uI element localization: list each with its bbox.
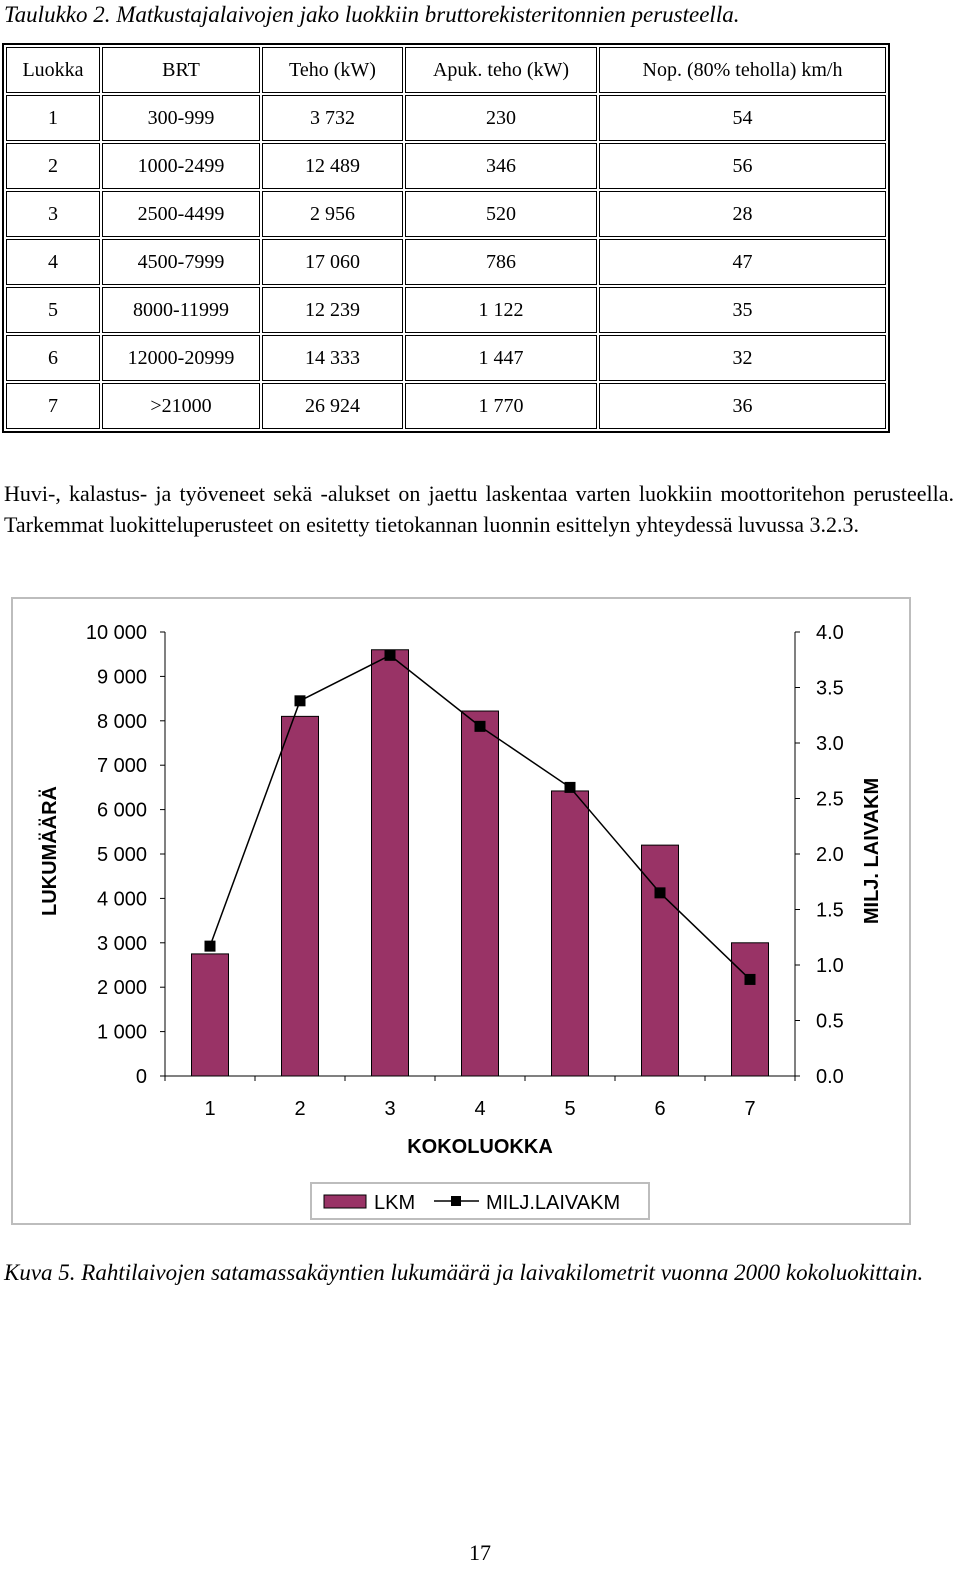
table-cell: 14 333 (262, 335, 403, 381)
table-row (6, 95, 886, 141)
column-header: BRT (102, 47, 260, 93)
column-header: Nop. (80% teholla) km/h (599, 47, 886, 93)
bar (282, 716, 319, 1076)
y-axis-title: LUKUMÄÄRÄ (39, 786, 61, 916)
table-row (6, 143, 886, 189)
y2-tick-label: 2.0 (816, 844, 844, 866)
table-cell: 6 (6, 335, 100, 381)
column-header: Teho (kW) (262, 47, 403, 93)
table-cell: 2500-4499 (102, 191, 260, 237)
table-cell: 786 (405, 239, 597, 285)
y2-tick-label: 4.0 (816, 622, 844, 644)
table-cell: 12 489 (262, 143, 403, 189)
table-cell: 47 (599, 239, 886, 285)
y2-tick-label: 1.0 (816, 955, 844, 977)
table-cell: 1 (6, 95, 100, 141)
table-cell: 3 732 (262, 95, 403, 141)
table-row (6, 191, 886, 237)
legend-label-lkm: LKM (374, 1192, 416, 1214)
table-cell: 2 (6, 143, 100, 189)
y2-tick-label: 1.5 (816, 899, 844, 922)
table-cell: 1000-2499 (102, 143, 260, 189)
legend-label-laivakm: MILJ.LAIVAKM (486, 1192, 621, 1214)
table-cell: 1 770 (405, 383, 597, 429)
table-cell: 8000-11999 (102, 287, 260, 333)
y2-tick-label: 3.5 (816, 677, 844, 700)
x-tick-label: 6 (654, 1098, 666, 1120)
table-cell: 36 (599, 383, 886, 429)
x-tick-label: 5 (564, 1098, 576, 1120)
table-cell: 17 060 (262, 239, 403, 285)
y-tick-label: 1 000 (96, 1021, 147, 1044)
ship-class-table (2, 43, 890, 433)
table-cell: 32 (599, 335, 886, 381)
table-row (6, 383, 886, 429)
table-cell: 520 (405, 191, 597, 237)
x-axis-ticks (165, 1076, 795, 1120)
bar (642, 845, 679, 1076)
table-cell: 4 (6, 239, 100, 285)
bar (552, 791, 589, 1076)
table-cell: >21000 (102, 383, 260, 429)
x-tick-label: 1 (204, 1098, 216, 1120)
y-tick-label: 4 000 (96, 888, 147, 911)
table-cell: 346 (405, 143, 597, 189)
table-row (6, 335, 886, 381)
y-tick-label: 10 000 (85, 622, 147, 644)
table-cell: 4500-7999 (102, 239, 260, 285)
legend (311, 1183, 649, 1219)
legend-marker-swatch (451, 1196, 461, 1206)
table-cell: 300-999 (102, 95, 260, 141)
y-tick-label: 3 000 (96, 932, 147, 955)
y-tick-label: 5 000 (96, 844, 147, 866)
y2-tick-label: 2.5 (816, 788, 844, 811)
x-tick-label: 3 (384, 1098, 396, 1120)
table-cell: 2 956 (262, 191, 403, 237)
x-tick-label: 2 (294, 1098, 306, 1120)
y2-tick-label: 0.5 (816, 1010, 844, 1033)
bar (462, 711, 499, 1076)
chart-container (11, 597, 911, 1225)
line-point (205, 941, 216, 952)
table-row (6, 287, 886, 333)
table-cell: 56 (599, 143, 886, 189)
table-cell: 230 (405, 95, 597, 141)
table-row (6, 239, 886, 285)
legend-bar-swatch (324, 1195, 366, 1208)
page-number: 17 (469, 1540, 491, 1565)
y-tick-label: 2 000 (96, 977, 147, 1000)
column-header: Apuk. teho (kW) (405, 47, 597, 93)
y-tick-label: 0 (135, 1066, 147, 1088)
y2-axis-title: MILJ. LAIVAKM (861, 777, 883, 925)
line-point (475, 721, 486, 732)
table-cell: 35 (599, 287, 886, 333)
bar (372, 650, 409, 1076)
table-header-row (6, 47, 886, 93)
x-axis-title: KOKOLUOKKA (407, 1136, 553, 1158)
table-cell: 7 (6, 383, 100, 429)
table-cell: 12000-20999 (102, 335, 260, 381)
line-point (385, 650, 396, 661)
table-cell: 3 (6, 191, 100, 237)
y2-tick-label: 0.0 (816, 1066, 844, 1088)
right-axis-ticks (795, 622, 844, 1088)
combo-chart (13, 599, 909, 1223)
y2-tick-label: 3.0 (816, 733, 844, 755)
table-cell: 54 (599, 95, 886, 141)
line-point (745, 974, 756, 985)
y-tick-label: 7 000 (96, 755, 147, 778)
table-cell: 1 122 (405, 287, 597, 333)
y-tick-label: 9 000 (96, 666, 147, 689)
table-cell: 12 239 (262, 287, 403, 333)
table-cell: 28 (599, 191, 886, 237)
figure-caption: Kuva 5. Rahtilaivojen satamassakäyntien lukumäärä ja laivakilometrit vuonna 2000 kokoluokittain. (4, 1260, 924, 1285)
table-cell: 26 924 (262, 383, 403, 429)
table-body (6, 95, 886, 429)
lkm-bars (192, 650, 769, 1076)
column-header: Luokka (6, 47, 100, 93)
x-tick-label: 7 (744, 1098, 756, 1120)
line-point (295, 695, 306, 706)
table-cell: 1 447 (405, 335, 597, 381)
bar (192, 954, 229, 1076)
line-point (655, 887, 666, 898)
table-caption: Taulukko 2. Matkustajalaivojen jako luokkiin bruttorekisteritonnien perusteella. (4, 2, 740, 27)
left-axis-ticks (86, 622, 165, 1088)
bar (732, 943, 769, 1076)
y-tick-label: 6 000 (96, 799, 147, 822)
table-cell: 5 (6, 287, 100, 333)
y-tick-label: 8 000 (96, 710, 147, 733)
x-tick-label: 4 (474, 1098, 486, 1120)
body-paragraph: Huvi-, kalastus- ja työveneet sekä -alukset on jaettu laskentaa varten luokkiin moottoritehon perusteella. Tarkemmat luokitteluperusteet on esitetty tietokannan luonnin esittelyn yhteydessä luvussa 3.2.3. (4, 481, 954, 537)
line-point (565, 782, 576, 793)
